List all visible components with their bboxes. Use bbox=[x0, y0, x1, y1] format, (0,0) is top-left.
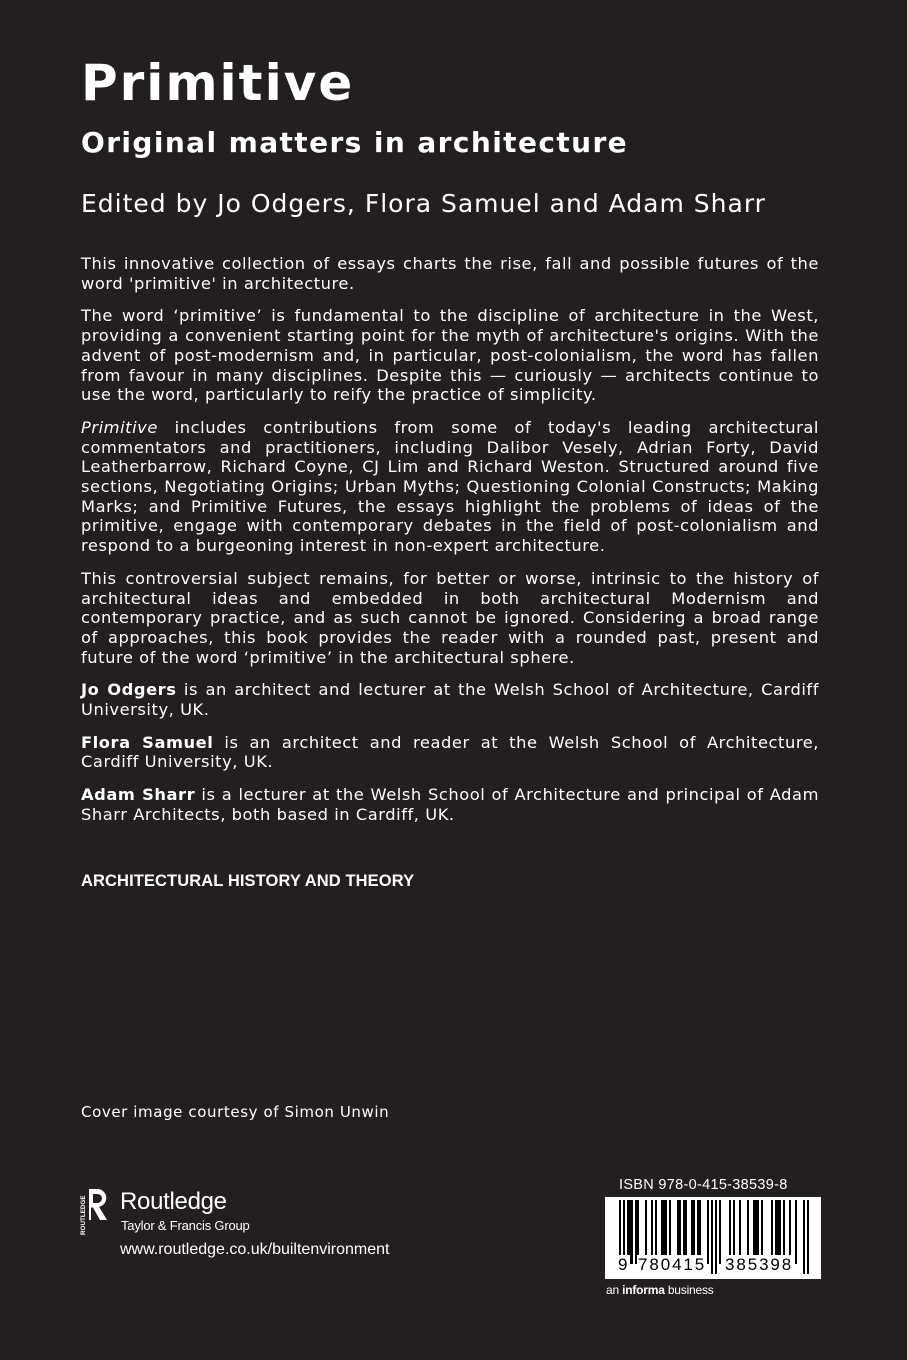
editors-line: Edited by Jo Odgers, Flora Samuel and Adam Sharr bbox=[81, 189, 766, 218]
barcode-digits bbox=[605, 1255, 821, 1277]
blurb-text: includes contributions from some of today's leading architectural commentators and practitioners, including Dalibor Vesely, Adrian Forty, David Leatherbarrow, Richard Coyne, CJ Lim and Richard Weston. Structured around five sections, Negotiating Origins; Urban Myths; Questioning Colonial Constructs; Making Marks; and Primitive Futures, the essays highlight the problems of ideas of the primitive, engage with contemporary debates in the field of post-colonialism and respond to a burgeoning interest in non-expert architecture. bbox=[81, 417, 819, 556]
isbn-barcode bbox=[605, 1197, 821, 1279]
barcode-left-group: 780415 bbox=[638, 1255, 707, 1274]
routledge-logo-icon bbox=[78, 1186, 110, 1236]
blurb bbox=[81, 254, 819, 838]
author-bio-text: is an architect and reader at the Welsh School of Architecture, Cardiff University, UK. bbox=[81, 732, 819, 772]
author-bio-text: is an architect and lecturer at the Welsh School of Architecture, Cardiff University, UK. bbox=[81, 680, 819, 720]
cover-image-credit: Cover image courtesy of Simon Unwin bbox=[81, 1103, 390, 1121]
author-name: Flora Samuel bbox=[81, 732, 214, 752]
author-bio bbox=[81, 785, 819, 824]
barcode-first-digit: 9 bbox=[618, 1255, 630, 1274]
informa-prefix: an bbox=[606, 1283, 623, 1297]
author-bio-text: is a lecturer at the Welsh School of Architecture and principal of Adam Sharr Architects, both based in Cardiff, UK. bbox=[81, 785, 819, 824]
author-bio bbox=[81, 680, 819, 719]
author-name: Jo Odgers bbox=[81, 680, 177, 700]
informa-brand: informa bbox=[622, 1283, 665, 1297]
series-label: ARCHITECTURAL HISTORY AND THEORY bbox=[81, 872, 415, 890]
author-bio bbox=[81, 733, 819, 772]
isbn-label: ISBN 978-0-415-38539-8 bbox=[619, 1177, 788, 1193]
informa-business-line bbox=[606, 1283, 714, 1297]
publisher-block bbox=[78, 1186, 438, 1266]
blurb-paragraph: This controversial subject remains, for better or worse, intrinsic to the history of architectural ideas and embedded in both architectural Modernism and contemporary practice, and as such cannot be ignored. Considering a broad range of approaches, this book provides the reader with a rounded past, present and future of the word ‘primitive’ in the architectural sphere. bbox=[81, 568, 819, 667]
blurb-paragraph: The word ‘primitive’ is fundamental to the discipline of architecture in the West, providing a convenient starting point for the myth of architecture's origins. With the advent of post-modernism and, in particular, post-colonialism, the word has fallen from favour in many disciplines. Despite this — curiously — architects continue to use the word, particularly to reify the practice of simplicity. bbox=[81, 306, 819, 405]
publisher-group: Taylor & Francis Group bbox=[121, 1218, 250, 1233]
publisher-name: Routledge bbox=[120, 1188, 227, 1215]
author-name: Adam Sharr bbox=[81, 785, 196, 805]
blurb-paragraph bbox=[81, 418, 819, 556]
blurb-paragraph: This innovative collection of essays charts the rise, fall and possible futures of the word 'primitive' in architecture. bbox=[81, 254, 819, 293]
informa-suffix: business bbox=[664, 1283, 714, 1297]
barcode-right-group: 385398 bbox=[725, 1255, 794, 1274]
logo-vertical-text: ROUTLEDGE bbox=[80, 1195, 87, 1235]
book-subtitle: Original matters in architecture bbox=[81, 126, 629, 159]
book-title-italic: Primitive bbox=[81, 417, 158, 437]
publisher-url[interactable]: www.routledge.co.uk/builtenvironment bbox=[120, 1241, 390, 1258]
book-title: Primitive bbox=[81, 54, 355, 112]
